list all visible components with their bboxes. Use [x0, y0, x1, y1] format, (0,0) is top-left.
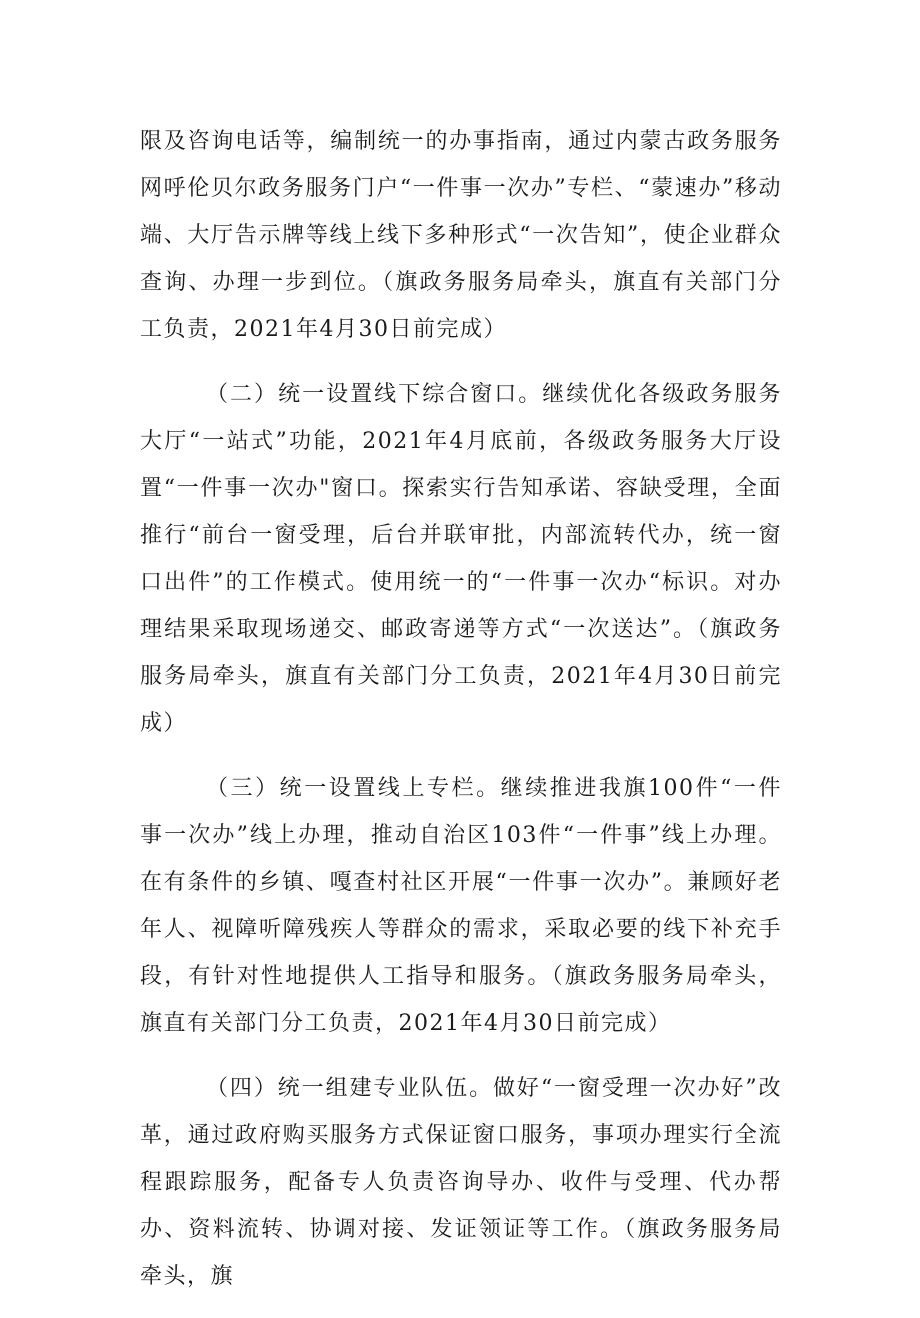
paragraph-section-4: （四）统一组建专业队伍。做好“一窗受理一次办好”改革，通过政府购买服务方式保证窗口服务，事项办理实行全流程跟踪服务，配备专人负责咨询导办、收件与受理、代办帮办、资料流转、协调对接、发证领证等工作。（旗政务服务局牵头，旗: [140, 1076, 782, 1289]
paragraph-continuation: 限及咨询电话等，编制统一的办事指南，通过内蒙古政务服务网呼伦贝尔政务服务门户“一件事一次办”专栏、“蒙速办”移动端、大厅告示牌等线上线下多种形式“一次告知”，使企业群众查询、办理一步到位。（旗政务服务局牵头，旗直有关部门分工负责，2021年4月30日前完成）: [140, 129, 782, 342]
paragraph-section-2: （二）统一设置线下综合窗口。继续优化各级政务服务大厅“一站式”功能，2021年4月底前，各级政务服务大厅设置“一件事一次办"窗口。探索实行告知承诺、容缺受理，全面推行“前台一窗受理，后台并联审批，内部流转代办，统一窗口出件”的工作模式。使用统一的“一件事一次办“标识。对办理结果采取现场递交、邮政寄递等方式“一次送达”。（旗政务服务局牵头，旗直有关部门分工负责，2021年4月30日前完成）: [140, 382, 782, 736]
document-body: [140, 118, 782, 1318]
paragraph-section-3: （三）统一设置线上专栏。继续推进我旗100件“一件事一次办”线上办理，推动自治区103件“一件事”线上办理。在有条件的乡镇、嘎查村社区开展“一件事一次办”。兼顾好老年人、视障听障残疾人等群众的需求，采取必要的线下补充手段，有针对性地提供人工指导和服务。（旗政务服务局牵头，旗直有关部门分工负责，2021年4月30日前完成）: [140, 776, 782, 1036]
